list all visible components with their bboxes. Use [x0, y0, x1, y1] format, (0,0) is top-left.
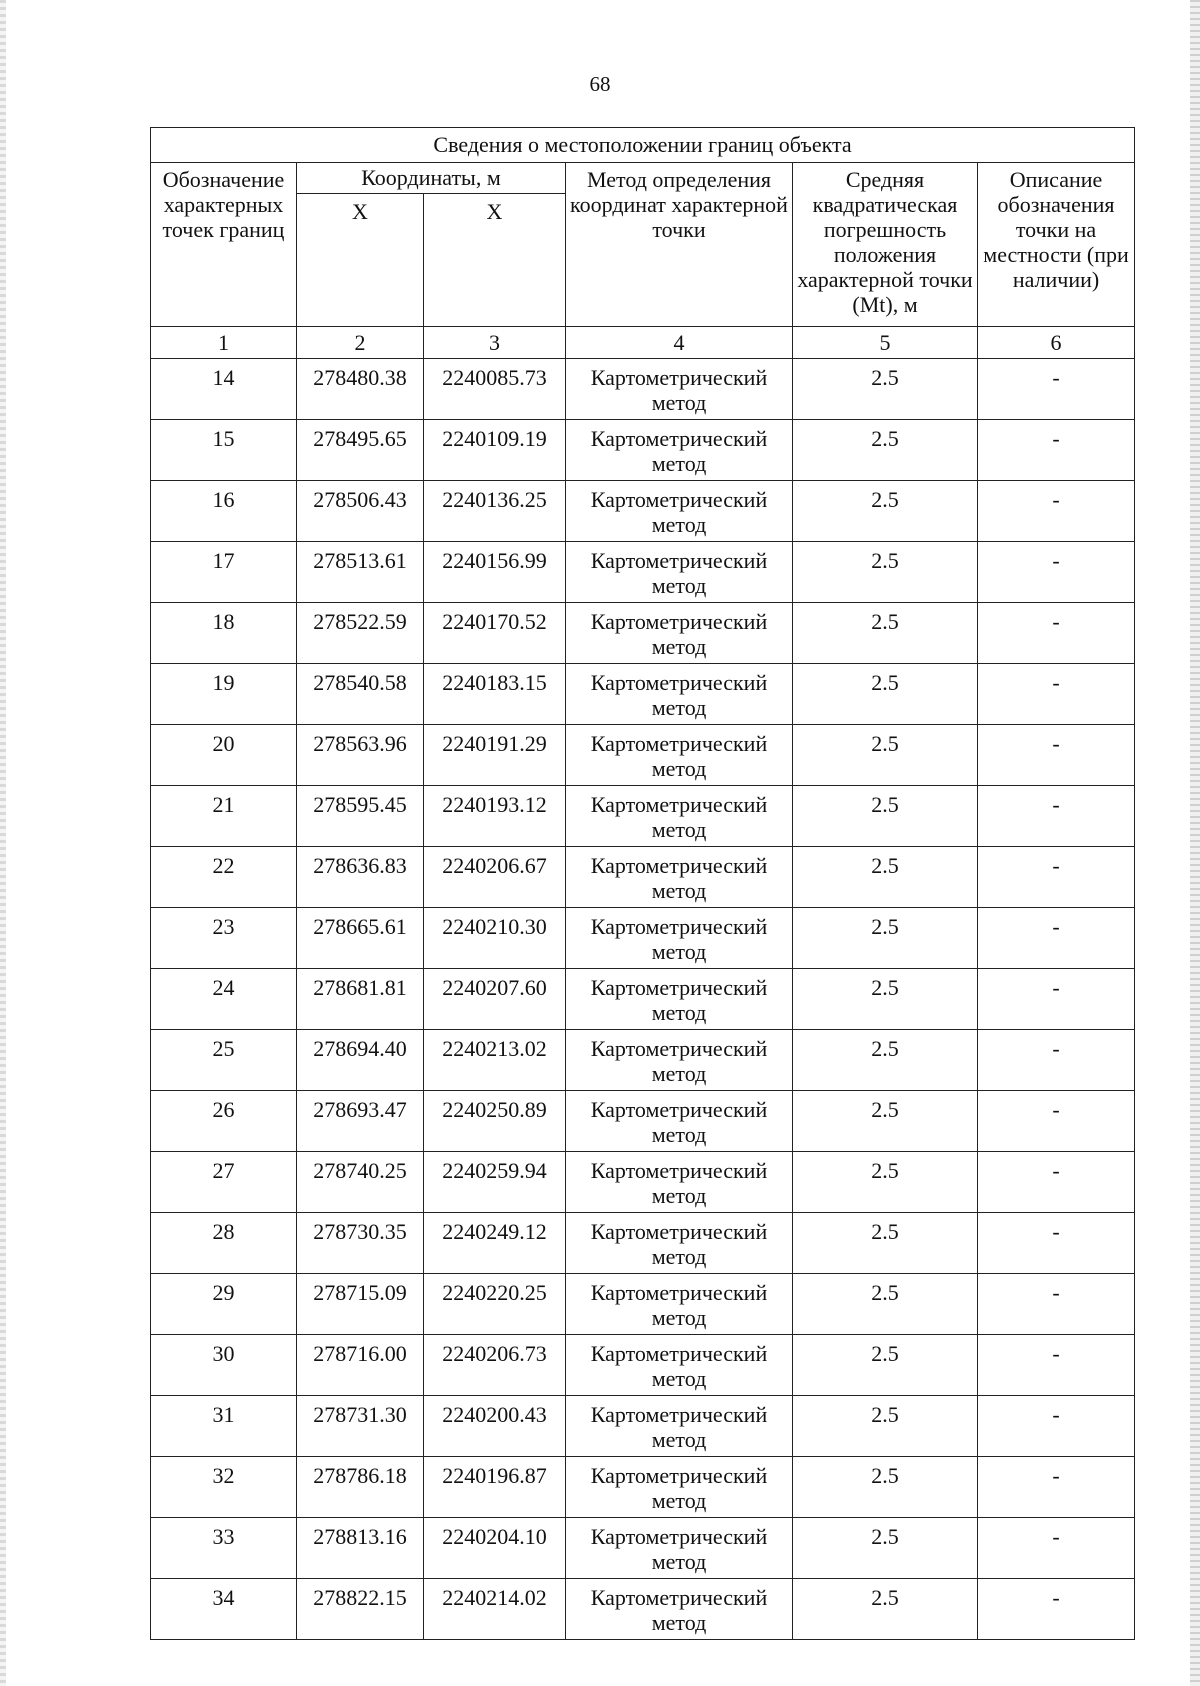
- boundary-points-table: [150, 127, 1135, 1640]
- mean-error-cell: 2.5: [793, 664, 978, 725]
- method-cell: Картометрический метод: [566, 1091, 793, 1152]
- description-cell: -: [978, 1152, 1135, 1213]
- table-row: [151, 1457, 1135, 1518]
- mean-error-cell: 2.5: [793, 603, 978, 664]
- x-coordinate-cell: 278786.18: [297, 1457, 424, 1518]
- description-cell: -: [978, 1579, 1135, 1640]
- point-cell: 31: [151, 1396, 297, 1457]
- column-number: 3: [424, 327, 566, 359]
- second-coordinate-cell: 2240136.25: [424, 481, 566, 542]
- method-cell: Картометрический метод: [566, 725, 793, 786]
- x-coordinate-cell: 278636.83: [297, 847, 424, 908]
- table-row: [151, 420, 1135, 481]
- x-coordinate-cell: 278681.81: [297, 969, 424, 1030]
- point-cell: 21: [151, 786, 297, 847]
- mean-error-cell: 2.5: [793, 1030, 978, 1091]
- x-coordinate-cell: 278694.40: [297, 1030, 424, 1091]
- table-row: [151, 1274, 1135, 1335]
- description-cell: -: [978, 786, 1135, 847]
- mean-error-cell: 2.5: [793, 542, 978, 603]
- x-coordinate-cell: 278495.65: [297, 420, 424, 481]
- header-second-coordinate: X: [424, 194, 566, 327]
- description-cell: -: [978, 1457, 1135, 1518]
- description-cell: -: [978, 969, 1135, 1030]
- mean-error-cell: 2.5: [793, 1213, 978, 1274]
- mean-error-cell: 2.5: [793, 1396, 978, 1457]
- table-row: [151, 1152, 1135, 1213]
- point-cell: 29: [151, 1274, 297, 1335]
- second-coordinate-cell: 2240196.87: [424, 1457, 566, 1518]
- second-coordinate-cell: 2240193.12: [424, 786, 566, 847]
- second-coordinate-cell: 2240200.43: [424, 1396, 566, 1457]
- description-cell: -: [978, 1030, 1135, 1091]
- description-cell: -: [978, 1274, 1135, 1335]
- header-method: Метод определения координат характерной точки: [566, 163, 793, 327]
- x-coordinate-cell: 278813.16: [297, 1518, 424, 1579]
- header-point-designation: Обозначение характерных точек границ: [151, 163, 297, 327]
- page-number: 68: [589, 72, 611, 96]
- table-row: [151, 908, 1135, 969]
- method-cell: Картометрический метод: [566, 542, 793, 603]
- table-row: [151, 1579, 1135, 1640]
- column-number-row: [151, 327, 1135, 359]
- x-coordinate-cell: 278540.58: [297, 664, 424, 725]
- description-cell: -: [978, 1335, 1135, 1396]
- method-cell: Картометрический метод: [566, 359, 793, 420]
- second-coordinate-cell: 2240259.94: [424, 1152, 566, 1213]
- second-coordinate-cell: 2240204.10: [424, 1518, 566, 1579]
- x-coordinate-cell: 278731.30: [297, 1396, 424, 1457]
- x-coordinate-cell: 278665.61: [297, 908, 424, 969]
- table-row: [151, 1335, 1135, 1396]
- mean-error-cell: 2.5: [793, 420, 978, 481]
- method-cell: Картометрический метод: [566, 1335, 793, 1396]
- point-cell: 32: [151, 1457, 297, 1518]
- mean-error-cell: 2.5: [793, 1274, 978, 1335]
- column-number: 4: [566, 327, 793, 359]
- description-cell: -: [978, 908, 1135, 969]
- table-row: [151, 1091, 1135, 1152]
- x-coordinate-cell: 278595.45: [297, 786, 424, 847]
- mean-error-cell: 2.5: [793, 908, 978, 969]
- x-coordinate-cell: 278715.09: [297, 1274, 424, 1335]
- method-cell: Картометрический метод: [566, 1152, 793, 1213]
- point-cell: 30: [151, 1335, 297, 1396]
- table-row: [151, 786, 1135, 847]
- mean-error-cell: 2.5: [793, 359, 978, 420]
- table-row: [151, 847, 1135, 908]
- header-x-coordinate: X: [297, 194, 424, 327]
- x-coordinate-cell: 278480.38: [297, 359, 424, 420]
- method-cell: Картометрический метод: [566, 969, 793, 1030]
- mean-error-cell: 2.5: [793, 847, 978, 908]
- point-cell: 19: [151, 664, 297, 725]
- description-cell: -: [978, 664, 1135, 725]
- point-cell: 17: [151, 542, 297, 603]
- x-coordinate-cell: 278563.96: [297, 725, 424, 786]
- x-coordinate-cell: 278522.59: [297, 603, 424, 664]
- method-cell: Картометрический метод: [566, 1274, 793, 1335]
- header-mean-error: Средняя квадратическая погрешность положения характерной точки (Mt), м: [793, 163, 978, 327]
- mean-error-cell: 2.5: [793, 1091, 978, 1152]
- header-description: Описание обозначения точки на местности (при наличии): [978, 163, 1135, 327]
- point-cell: 23: [151, 908, 297, 969]
- scan-edge-left: [0, 0, 6, 1686]
- x-coordinate-cell: 278693.47: [297, 1091, 424, 1152]
- second-coordinate-cell: 2240109.19: [424, 420, 566, 481]
- point-cell: 33: [151, 1518, 297, 1579]
- second-coordinate-cell: 2240207.60: [424, 969, 566, 1030]
- mean-error-cell: 2.5: [793, 1152, 978, 1213]
- table-row: [151, 1030, 1135, 1091]
- description-cell: -: [978, 359, 1135, 420]
- mean-error-cell: 2.5: [793, 481, 978, 542]
- table-title: Сведения о местоположении границ объекта: [151, 128, 1135, 163]
- point-cell: 25: [151, 1030, 297, 1091]
- point-cell: 14: [151, 359, 297, 420]
- x-coordinate-cell: 278730.35: [297, 1213, 424, 1274]
- method-cell: Картометрический метод: [566, 908, 793, 969]
- second-coordinate-cell: 2240191.29: [424, 725, 566, 786]
- second-coordinate-cell: 2240206.67: [424, 847, 566, 908]
- point-cell: 28: [151, 1213, 297, 1274]
- column-number: 6: [978, 327, 1135, 359]
- description-cell: -: [978, 420, 1135, 481]
- description-cell: -: [978, 1213, 1135, 1274]
- scan-edge-right: [1190, 0, 1200, 1686]
- second-coordinate-cell: 2240214.02: [424, 1579, 566, 1640]
- table-row: [151, 359, 1135, 420]
- point-cell: 15: [151, 420, 297, 481]
- table-row: [151, 969, 1135, 1030]
- description-cell: -: [978, 542, 1135, 603]
- method-cell: Картометрический метод: [566, 1030, 793, 1091]
- mean-error-cell: 2.5: [793, 1579, 978, 1640]
- point-cell: 18: [151, 603, 297, 664]
- second-coordinate-cell: 2240206.73: [424, 1335, 566, 1396]
- table-row: [151, 542, 1135, 603]
- description-cell: -: [978, 603, 1135, 664]
- mean-error-cell: 2.5: [793, 725, 978, 786]
- description-cell: -: [978, 481, 1135, 542]
- second-coordinate-cell: 2240220.25: [424, 1274, 566, 1335]
- description-cell: -: [978, 725, 1135, 786]
- method-cell: Картометрический метод: [566, 1579, 793, 1640]
- x-coordinate-cell: 278716.00: [297, 1335, 424, 1396]
- table-row: [151, 664, 1135, 725]
- column-number: 5: [793, 327, 978, 359]
- point-cell: 27: [151, 1152, 297, 1213]
- header-coordinates: Координаты, м: [297, 163, 566, 194]
- method-cell: Картометрический метод: [566, 1518, 793, 1579]
- point-cell: 34: [151, 1579, 297, 1640]
- method-cell: Картометрический метод: [566, 1213, 793, 1274]
- description-cell: -: [978, 1518, 1135, 1579]
- second-coordinate-cell: 2240210.30: [424, 908, 566, 969]
- column-number: 1: [151, 327, 297, 359]
- point-cell: 26: [151, 1091, 297, 1152]
- method-cell: Картометрический метод: [566, 481, 793, 542]
- point-cell: 20: [151, 725, 297, 786]
- table-row: [151, 481, 1135, 542]
- table-row: [151, 725, 1135, 786]
- method-cell: Картометрический метод: [566, 664, 793, 725]
- table-row: [151, 1213, 1135, 1274]
- x-coordinate-cell: 278506.43: [297, 481, 424, 542]
- table-row: [151, 1518, 1135, 1579]
- method-cell: Картометрический метод: [566, 420, 793, 481]
- point-cell: 24: [151, 969, 297, 1030]
- x-coordinate-cell: 278513.61: [297, 542, 424, 603]
- x-coordinate-cell: 278740.25: [297, 1152, 424, 1213]
- mean-error-cell: 2.5: [793, 1457, 978, 1518]
- second-coordinate-cell: 2240085.73: [424, 359, 566, 420]
- description-cell: -: [978, 847, 1135, 908]
- second-coordinate-cell: 2240249.12: [424, 1213, 566, 1274]
- table-body: [151, 327, 1135, 1640]
- description-cell: -: [978, 1091, 1135, 1152]
- method-cell: Картометрический метод: [566, 786, 793, 847]
- second-coordinate-cell: 2240213.02: [424, 1030, 566, 1091]
- method-cell: Картометрический метод: [566, 603, 793, 664]
- second-coordinate-cell: 2240250.89: [424, 1091, 566, 1152]
- point-cell: 22: [151, 847, 297, 908]
- mean-error-cell: 2.5: [793, 1335, 978, 1396]
- method-cell: Картометрический метод: [566, 847, 793, 908]
- second-coordinate-cell: 2240156.99: [424, 542, 566, 603]
- table-row: [151, 1396, 1135, 1457]
- mean-error-cell: 2.5: [793, 1518, 978, 1579]
- second-coordinate-cell: 2240170.52: [424, 603, 566, 664]
- method-cell: Картометрический метод: [566, 1457, 793, 1518]
- table-row: [151, 603, 1135, 664]
- x-coordinate-cell: 278822.15: [297, 1579, 424, 1640]
- description-cell: -: [978, 1396, 1135, 1457]
- mean-error-cell: 2.5: [793, 786, 978, 847]
- column-number: 2: [297, 327, 424, 359]
- mean-error-cell: 2.5: [793, 969, 978, 1030]
- point-cell: 16: [151, 481, 297, 542]
- method-cell: Картометрический метод: [566, 1396, 793, 1457]
- second-coordinate-cell: 2240183.15: [424, 664, 566, 725]
